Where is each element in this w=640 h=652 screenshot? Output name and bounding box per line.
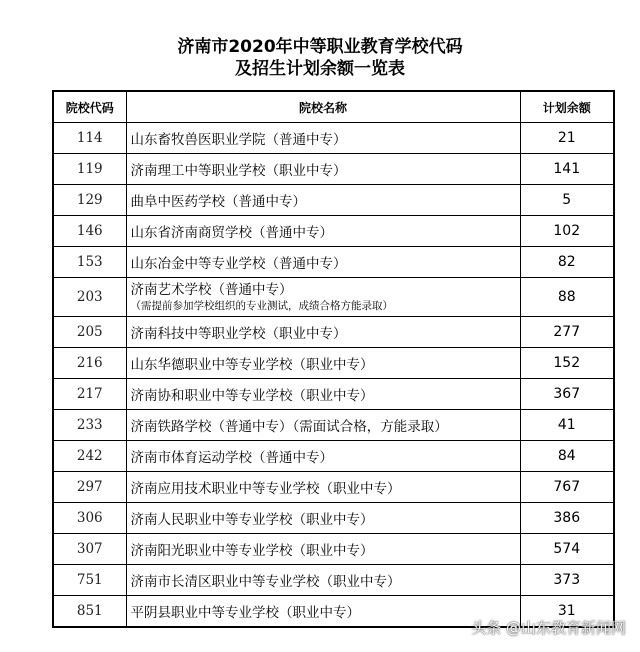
school-code: 233 (53, 410, 126, 441)
table-row (53, 123, 614, 154)
header-code: 院校代码 (53, 91, 126, 123)
school-name-cell: 济南科技中等职业学校（职业中专） (126, 317, 520, 348)
school-code: 129 (53, 185, 126, 216)
school-name: 济南艺术学校（普通中专） (130, 281, 293, 298)
table-body (53, 123, 614, 628)
school-code: 297 (53, 472, 126, 503)
table-row (53, 379, 614, 410)
school-code: 751 (53, 565, 126, 596)
header-row (53, 91, 614, 123)
quota-value: 41 (520, 410, 614, 441)
school-note: （需提前参加学校组织的专业测试，成绩合格方能录取） (130, 299, 393, 312)
watermark: 头条 @山东教育新闻网 (471, 619, 626, 637)
quota-value: 277 (520, 317, 614, 348)
school-name-cell: 山东冶金中等专业学校（普通中专） (126, 247, 520, 278)
school-code: 216 (53, 348, 126, 379)
quota-value: 152 (520, 348, 614, 379)
school-name-cell: 济南市长清区职业中等专业学校（职业中专） (126, 565, 520, 596)
school-name-cell: 济南人民职业中等专业学校（职业中专） (126, 503, 520, 534)
quota-value: 88 (520, 278, 614, 317)
school-name-cell: 济南应用技术职业中等专业学校（职业中专） (126, 472, 520, 503)
table-row (53, 278, 614, 317)
table-row (53, 154, 614, 185)
table-row (53, 348, 614, 379)
table-row (53, 565, 614, 596)
quota-value: 367 (520, 379, 614, 410)
school-name-cell: 济南协和职业中等专业学校（职业中专） (126, 379, 520, 410)
school-code: 851 (53, 596, 126, 628)
school-name-cell: 曲阜中医药学校（普通中专） (126, 185, 520, 216)
school-name-cell: 平阴县职业中等专业学校（职业中专） (126, 596, 520, 628)
quota-value: 5 (520, 185, 614, 216)
title-line-1: 济南市2020年中等职业教育学校代码 (177, 37, 463, 57)
table-row (53, 185, 614, 216)
school-code: 119 (53, 154, 126, 185)
table-row (53, 410, 614, 441)
table-row (53, 441, 614, 472)
school-name-cell: 山东省济南商贸学校（普通中专） (126, 216, 520, 247)
school-code: 217 (53, 379, 126, 410)
table-row (53, 534, 614, 565)
school-name-cell: 济南铁路学校（普通中专）（需面试合格，方能录取） (126, 410, 520, 441)
school-name-cell: 济南理工中等职业学校（职业中专） (126, 154, 520, 185)
table-row (53, 503, 614, 534)
table-row (53, 247, 614, 278)
quota-value: 21 (520, 123, 614, 154)
quota-value: 84 (520, 441, 614, 472)
school-name-cell: 济南阳光职业中等专业学校（职业中专） (126, 534, 520, 565)
school-code: 153 (53, 247, 126, 278)
quota-value: 574 (520, 534, 614, 565)
table-row (53, 317, 614, 348)
school-code: 114 (53, 123, 126, 154)
quota-value: 373 (520, 565, 614, 596)
quota-value: 102 (520, 216, 614, 247)
table-row (53, 472, 614, 503)
school-quota-table (52, 90, 615, 628)
school-code: 146 (53, 216, 126, 247)
quota-value: 82 (520, 247, 614, 278)
school-name-cell: 山东畜牧兽医职业学院（普通中专） (126, 123, 520, 154)
school-code: 307 (53, 534, 126, 565)
quota-value: 386 (520, 503, 614, 534)
quota-value: 31 (520, 596, 614, 628)
title-line-2: 及招生计划余额一览表 (235, 59, 405, 79)
school-name-cell: 山东华德职业中等专业学校（职业中专） (126, 348, 520, 379)
table-row (53, 216, 614, 247)
school-code: 203 (53, 278, 126, 317)
quota-value: 767 (520, 472, 614, 503)
school-name-cell (126, 278, 520, 317)
school-name-cell: 济南市体育运动学校（普通中专） (126, 441, 520, 472)
header-quota: 计划余额 (520, 91, 614, 123)
school-code: 205 (53, 317, 126, 348)
school-code: 306 (53, 503, 126, 534)
quota-value: 141 (520, 154, 614, 185)
school-code: 242 (53, 441, 126, 472)
header-name: 院校名称 (126, 91, 520, 123)
